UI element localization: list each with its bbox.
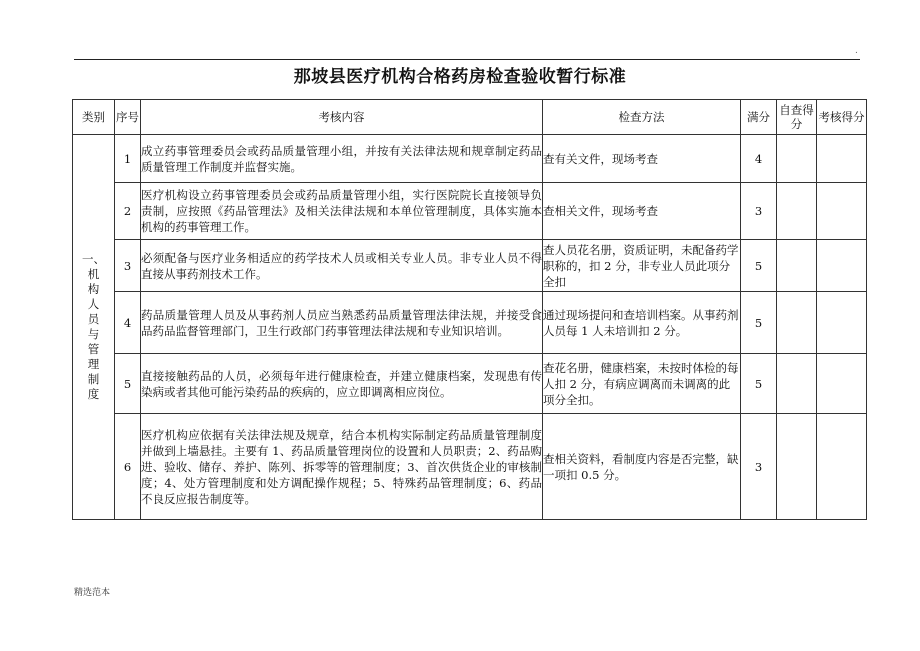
row-method: 通过现场提问和查培训档案。从事药剂人员每 1 人未培训扣 2 分。 <box>543 292 741 354</box>
row-content: 医疗机构应依据有关法律法规及规章，结合本机构实际制定药品质量管理制度并做到上墙悬挂。主要有 1、药品质量管理岗位的设置和人员职责；2、药品购进、验收、储存、养护、陈列、拆零等的管理制度；3、首次供货企业的审核制度；4、处方管理制度和处方调配操作规程；5、特殊药品管理制度；6、药品不良反应报告制度等。 <box>141 414 543 520</box>
row-method: 查相关资料，看制度内容是否完整，缺一项扣 0.5 分。 <box>543 414 741 520</box>
category-cell <box>73 135 115 520</box>
header-method: 检查方法 <box>543 100 741 135</box>
table-row <box>73 414 867 520</box>
row-number: 4 <box>115 292 141 354</box>
table-row <box>73 292 867 354</box>
header-review-score: 考核得分 <box>817 100 867 135</box>
row-full-score: 5 <box>741 240 777 292</box>
table-row <box>73 135 867 183</box>
row-self-score[interactable] <box>777 354 817 414</box>
header-category: 类别 <box>73 100 115 135</box>
page-title: 那坡县医疗机构合格药房检查验收暂行标准 <box>293 67 627 87</box>
row-full-score: 3 <box>741 414 777 520</box>
category-char: 机 <box>87 267 100 281</box>
row-number: 1 <box>115 135 141 183</box>
row-self-score[interactable] <box>777 292 817 354</box>
standards-table <box>72 99 867 520</box>
row-content: 成立药事管理委员会或药品质量管理小组，并按有关法律法规和规章制定药品质量管理工作制度并监督实施。 <box>141 135 543 183</box>
row-review-score[interactable] <box>817 240 867 292</box>
category-char: 制 <box>87 372 100 386</box>
row-self-score[interactable] <box>777 135 817 183</box>
row-full-score: 4 <box>741 135 777 183</box>
table-row <box>73 183 867 240</box>
row-number: 5 <box>115 354 141 414</box>
row-number: 3 <box>115 240 141 292</box>
row-review-score[interactable] <box>817 354 867 414</box>
row-review-score[interactable] <box>817 292 867 354</box>
row-self-score[interactable] <box>777 183 817 240</box>
table-header-row <box>73 100 867 135</box>
category-char: 员 <box>87 312 100 326</box>
row-full-score: 3 <box>741 183 777 240</box>
row-review-score[interactable] <box>817 183 867 240</box>
category-char: 度 <box>87 387 100 401</box>
top-rule <box>74 59 860 60</box>
category-char: 一、 <box>82 252 105 266</box>
row-method: 查花名册，健康档案，未按时体检的每人扣 2 分，有病应调离而未调离的此项分全扣。 <box>543 354 741 414</box>
row-number: 6 <box>115 414 141 520</box>
row-number: 2 <box>115 183 141 240</box>
row-self-score[interactable] <box>777 414 817 520</box>
header-self-score: 自查得分 <box>777 100 817 135</box>
category-char: 与 <box>87 327 100 341</box>
header-content: 考核内容 <box>141 100 543 135</box>
footer-label: 精选范本 <box>74 588 111 598</box>
row-content: 直接接触药品的人员，必须每年进行健康检查，并建立健康档案，发现患有传染病或者其他可能污染药品的疾病的，应立即调离相应岗位。 <box>141 354 543 414</box>
header-no: 序号 <box>115 100 141 135</box>
row-method: 查相关文件，现场考查 <box>543 183 741 240</box>
row-review-score[interactable] <box>817 414 867 520</box>
corner-mark: . <box>855 46 858 56</box>
row-content: 医疗机构设立药事管理委员会或药品质量管理小组，实行医院院长直接领导负责制，应按照《药品管理法》及相关法律法规和本单位管理制度，具体实施本机构的药事管理工作。 <box>141 183 543 240</box>
category-char: 管 <box>87 342 100 356</box>
row-full-score: 5 <box>741 292 777 354</box>
row-content: 必须配备与医疗业务相适应的药学技术人员或相关专业人员。非专业人员不得直接从事药剂技术工作。 <box>141 240 543 292</box>
header-full-score: 满分 <box>741 100 777 135</box>
category-char: 人 <box>87 297 100 311</box>
row-self-score[interactable] <box>777 240 817 292</box>
table-row <box>73 354 867 414</box>
row-content: 药品质量管理人员及从事药剂人员应当熟悉药品质量管理法律法规，并接受食品药品监督管理部门，卫生行政部门药事管理法律法规和专业知识培训。 <box>141 292 543 354</box>
row-full-score: 5 <box>741 354 777 414</box>
row-review-score[interactable] <box>817 135 867 183</box>
row-method: 查人员花名册，资质证明，未配备药学职称的，扣 2 分，非专业人员此项分全扣 <box>543 240 741 292</box>
row-method: 查有关文件，现场考查 <box>543 135 741 183</box>
category-char: 构 <box>87 282 100 296</box>
category-label <box>73 252 114 402</box>
category-char: 理 <box>87 357 100 371</box>
table-row <box>73 240 867 292</box>
